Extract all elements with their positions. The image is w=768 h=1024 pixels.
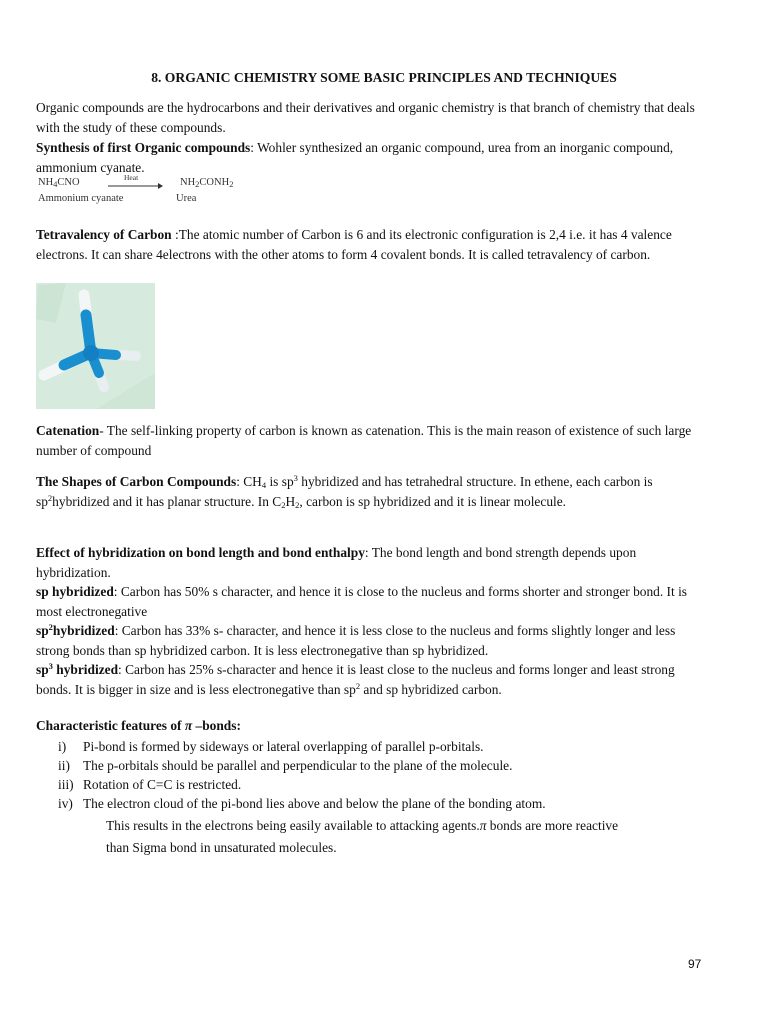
sp2-paragraph: $sp^2hybridized$: Carbon has 33% s- character, and hence it is less close to the nucleus and forms slightly longer and less strong bonds than sp hybridized carbon. It is less electronegative than sp hybridized. — [36, 622, 676, 658]
pi-list — [36, 737, 736, 813]
synthesis-paragraph — [36, 138, 706, 177]
tetrahedral-carbon-model-image — [36, 283, 155, 409]
intro-paragraph: Organic compounds are the hydrocarbons and their derivatives and organic chemistry is that branch of chemistry that deals with the study of these compounds. — [36, 100, 695, 135]
catenation-text: - The self-linking property of carbon is known as catenation. This is the main reason of existence of such large number of compound — [36, 423, 692, 458]
list-item: ii) The p-orbitals should be parallel and perpendicular to the plane of the molecule. — [58, 758, 513, 773]
synthesis-text: : Wohler synthesized an organic compound, urea from an inorganic compound, ammonium cyanate. — [36, 140, 674, 175]
shapes-heading: The Shapes of Carbon Compounds — [36, 474, 237, 489]
effect-intro: Effect of hybridization on bond length and bond enthalpy: The bond length and bond strength depends upon hybridization. — [36, 545, 637, 580]
tetravalency-heading: Tetravalency of Carbon — [36, 227, 172, 242]
catenation-paragraph — [36, 421, 706, 460]
product-name: Urea — [176, 193, 197, 204]
reaction-reactant: $NH_4CNO$ — [38, 177, 80, 189]
reactant-name: Ammonium cyanate — [38, 193, 124, 204]
tetravalency-paragraph — [36, 225, 706, 264]
synthesis-heading: Synthesis of first Organic compounds — [36, 140, 251, 155]
page-title: 8. ORGANIC CHEMISTRY SOME BASIC PRINCIPLES AND TECHNIQUES — [151, 70, 617, 85]
sp-paragraph: sp hybridized: Carbon has 50% s character, and hence it is close to the nucleus and forms shorter and stronger bond. It is most electronegative — [36, 584, 688, 619]
tetravalency-text: :The atomic number of Carbon is 6 and its electronic configuration is 2,4 i.e. it has 4 valence electrons. It can share 4electrons with the other atoms to form 4 covalent bonds. It is called tetravalency of carbon. — [36, 227, 672, 262]
list-item: iii) Rotation of C=C is restricted. — [58, 777, 242, 792]
pi-continuation: This results in the electrons being easily available to attacking agents.π bonds are more reactive than Sigma bond in unsaturated molecules. — [106, 818, 619, 855]
list-item: iv) The electron cloud of the pi-bond lies above and below the plane of the bonding atom. — [58, 796, 546, 811]
effect-paragraph — [36, 543, 706, 699]
shapes-paragraph: The Shapes of Carbon Compounds: $CH_4$ is $sp^3$ hybridized and has tetrahedral structure. In ethene, each carbon is $sp^2hybridized$ and it has planar structure. In $C_2H_2$, carbon is sp hybridized and it is linear molecule. — [36, 473, 653, 510]
reaction-arrow-label: Heat — [124, 173, 139, 182]
sp2-heading: $sp^2hybridized$ — [36, 622, 115, 638]
pi-heading: Characteristic features of π –bonds: — [36, 718, 241, 733]
sp3-heading: $sp^3$ hybridized — [36, 661, 119, 677]
list-item: i) Pi-bond is formed by sideways or lateral overlapping of parallel p-orbitals. — [58, 739, 484, 754]
sp3-paragraph: $sp^3$ hybridized: Carbon has 25% s-character and hence it is least close to the nucleus and forms longer and least strong bonds. It is bigger in size and is less electronegative than $sp^2$ and sp hybridized carbon. — [36, 661, 675, 697]
reaction-product: $NH_2CONH_2$ — [180, 177, 234, 189]
effect-heading: Effect of hybridization on bond length and bond enthalpy — [36, 545, 365, 560]
reaction-arrow-icon — [108, 182, 164, 190]
sp-heading: sp hybridized — [36, 584, 114, 599]
catenation-heading: Catenation — [36, 423, 100, 438]
page-number: 97 — [688, 957, 702, 971]
